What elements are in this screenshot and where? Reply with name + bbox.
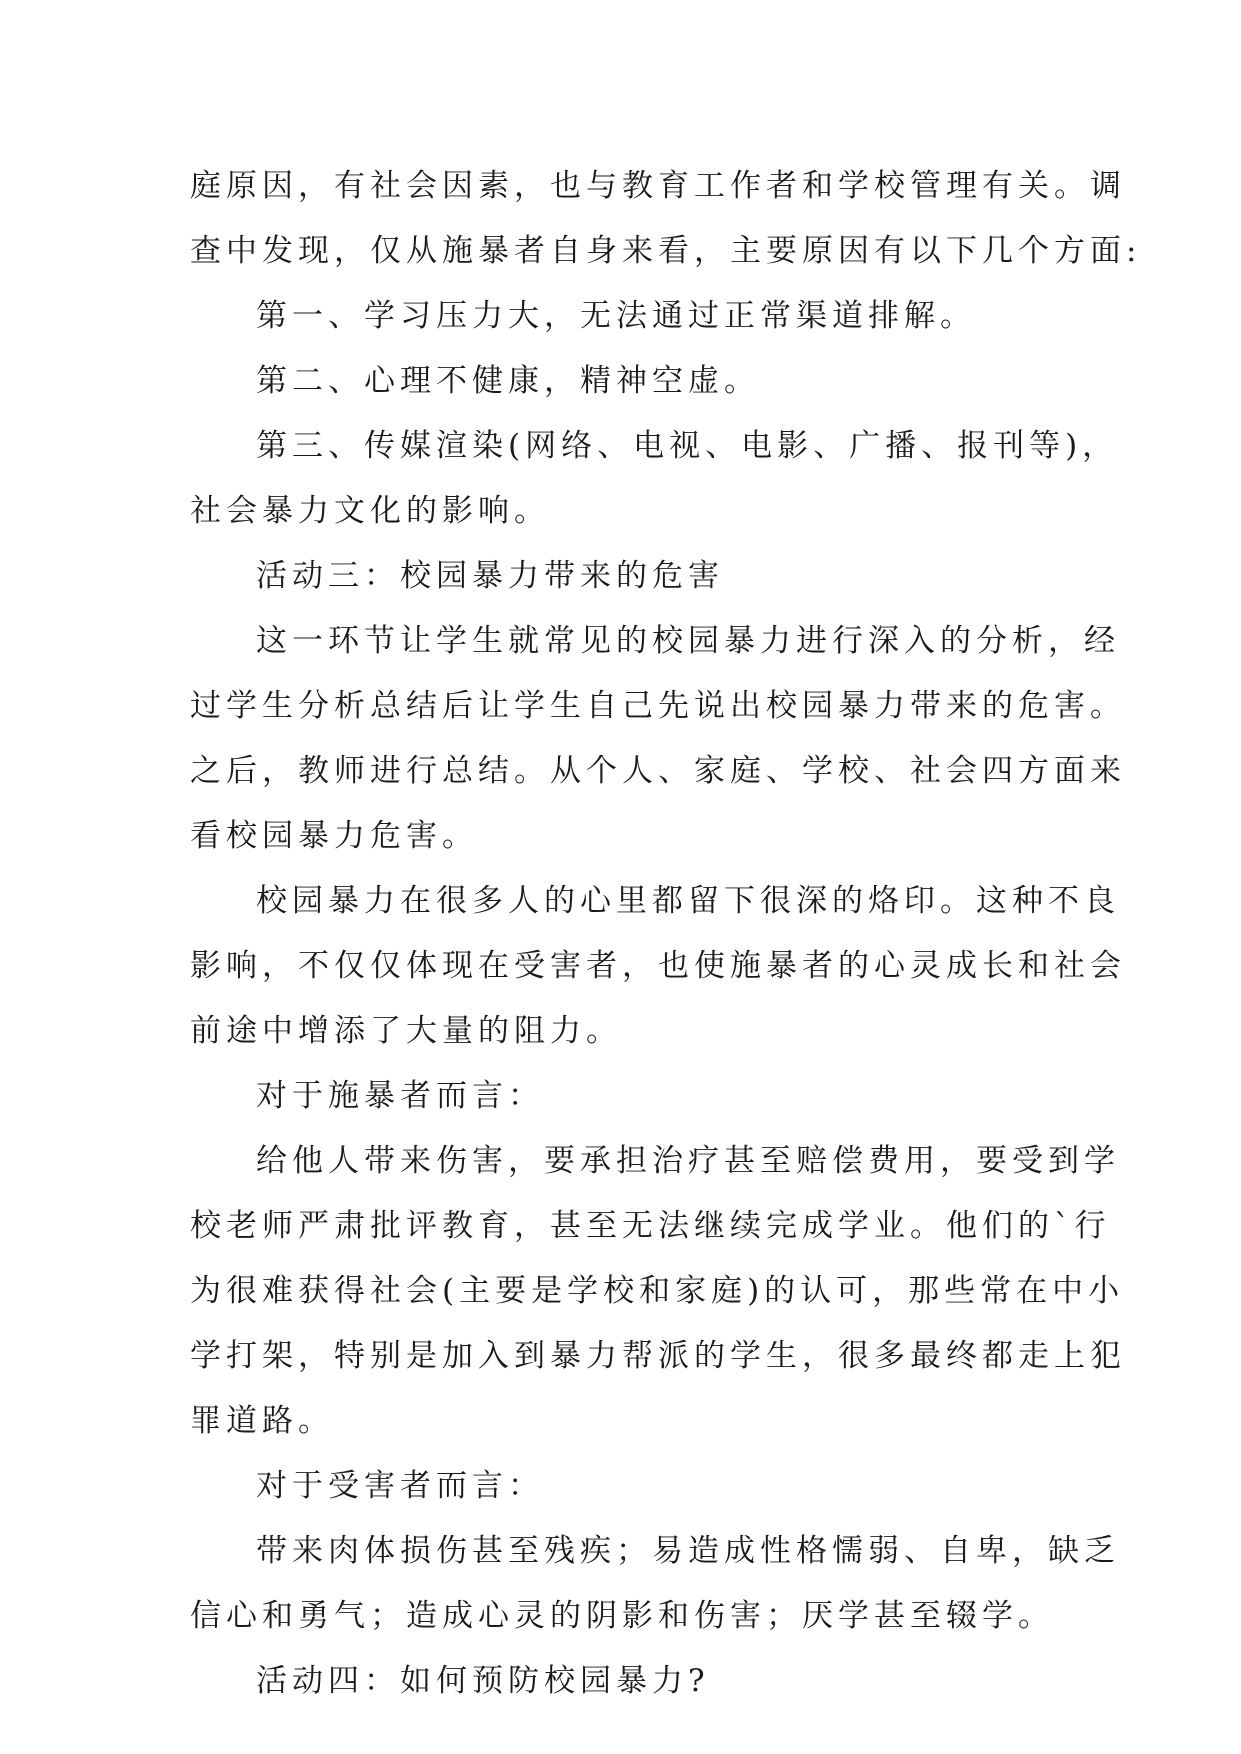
text-line: 过学生分析总结后让学生自己先说出校园暴力带来的危害。 [190, 688, 1126, 724]
text-line: 学打架，特别是加入到暴力帮派的学生，很多最终都走上犯 [190, 1338, 1126, 1374]
document-body [190, 158, 1142, 1718]
text-line: 校老师严肃批评教育，甚至无法继续完成学业。他们的`行 [190, 1208, 1111, 1244]
text-line: 看校园暴力危害。 [190, 818, 478, 854]
text-line: 为很难获得社会(主要是学校和家庭)的认可，那些常在中小 [190, 1273, 1125, 1309]
text-line: 之后，教师进行总结。从个人、家庭、学校、社会四方面来 [190, 753, 1126, 789]
section-heading: 活动三：校园暴力带来的危害 [256, 558, 724, 594]
text-line: 影响，不仅仅体现在受害者，也使施暴者的心灵成长和社会 [190, 948, 1126, 984]
text-line: 第一、学习压力大，无法通过正常渠道排解。 [256, 298, 976, 334]
text-line: 查中发现，仅从施暴者自身来看，主要原因有以下几个方面: [190, 233, 1142, 269]
text-line: 前途中增添了大量的阻力。 [190, 1013, 622, 1049]
text-line: 给他人带来伤害，要承担治疗甚至赔偿费用，要受到学 [256, 1143, 1120, 1179]
text-line: 信心和勇气；造成心灵的阴影和伤害；厌学甚至辍学。 [190, 1598, 1054, 1634]
text-line: 第二、心理不健康，精神空虚。 [256, 363, 760, 399]
text-line: 带来肉体损伤甚至残疾；易造成性格懦弱、自卑，缺乏 [256, 1533, 1120, 1569]
subheading: 对于受害者而言： [256, 1468, 544, 1504]
subheading: 对于施暴者而言： [256, 1078, 544, 1114]
section-heading: 活动四：如何预防校园暴力? [256, 1663, 710, 1699]
text-line: 校园暴力在很多人的心里都留下很深的烙印。这种不良 [256, 883, 1120, 919]
text-line: 庭原因，有社会因素，也与教育工作者和学校管理有关。调 [190, 168, 1126, 204]
text-line: 社会暴力文化的影响。 [190, 493, 550, 529]
text-line: 第三、传媒渲染(网络、电视、电影、广播、报刊等)， [256, 428, 1119, 464]
text-line: 这一环节让学生就常见的校园暴力进行深入的分析，经 [256, 623, 1120, 659]
text-line: 罪道路。 [190, 1403, 334, 1439]
